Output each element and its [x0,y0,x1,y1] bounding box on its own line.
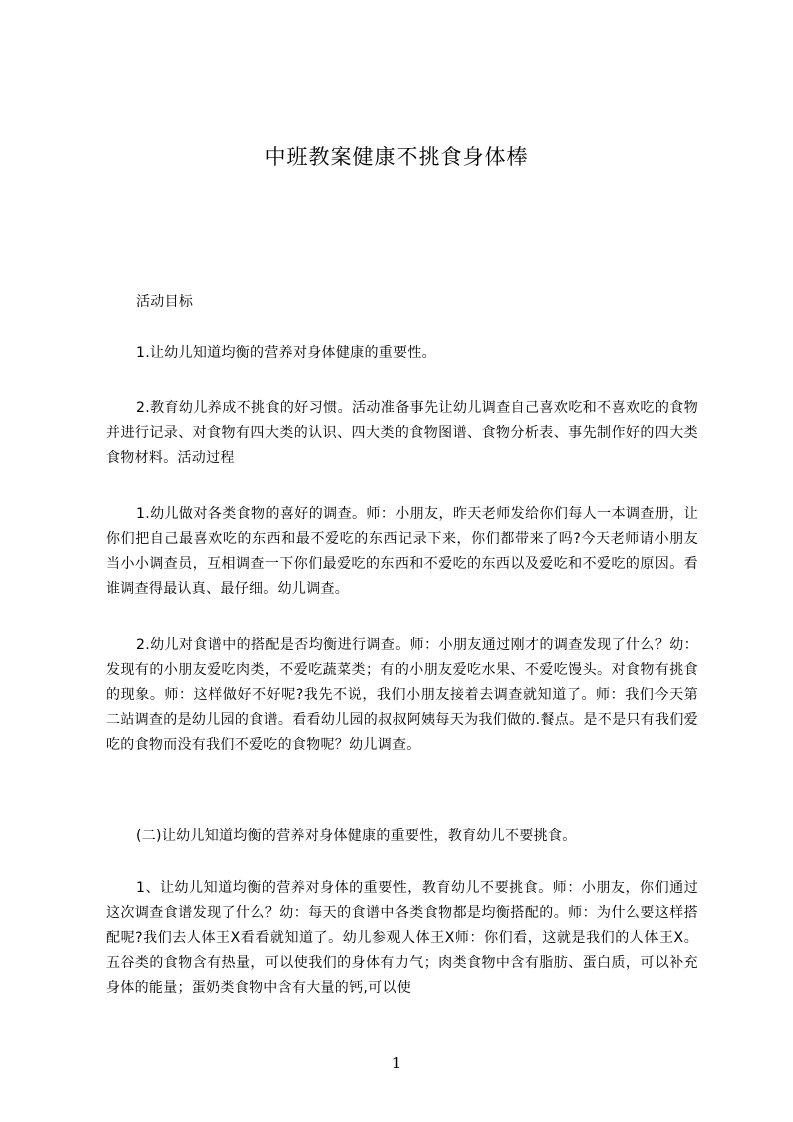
paragraph: 1.幼儿做对各类食物的喜好的调查。师：小朋友，昨天老师发给你们每人一本调查册，让你们把自己最喜欢吃的东西和最不爱吃的东西记录下来，你们都带来了吗?今天老师请小朋友当小小调查员，互相调查一下你们最爱吃的东西和不爱吃的东西以及爱吃和不爱吃的原因。看谁调查得最认真、最仔细。幼儿调查。 [106,506,698,597]
paragraph: 2.幼儿对食谱中的搭配是否均衡进行调查。师：小朋友通过刚才的调查发现了什么？幼：发现有的小朋友爱吃肉类，不爱吃蔬菜类；有的小朋友爱吃水果、不爱吃馒头。对食物有挑食的现象。师：这样做好不好呢?我先不说，我们小朋友接着去调查就知道了。师：我们今天第二站调查的是幼儿园的食谱。看看幼儿园的叔叔阿姨每天为我们做的.餐点。是不是只有我们爱吃的食物而没有我们不爱吃的食物呢？幼儿调查。 [106,637,698,753]
document-title: 中班教案健康不挑食身体棒 [264,145,529,169]
paragraph: 1、让幼儿知道均衡的营养对身体的重要性，教育幼儿不要挑食。师：小朋友，你们通过这次调查食谱发现了什么？幼：每天的食谱中各类食物都是均衡搭配的。师：为什么要这样搭配呢?我们去人体王X看看就知道了。幼儿参观人体王X师：你们看，这就是我们的人体王X。五谷类的食物含有热量，可以使我们的身体有力气；肉类食物中含有脂肪、蛋白质，可以补充身体的能量；蛋奶类食物中含有大量的钙,可以使 [106,880,698,996]
section-heading-goals: 活动目标 [136,294,194,310]
page-number: 1 [391,1054,402,1072]
paragraph: (二)让幼儿知道均衡的营养对身体健康的重要性，教育幼儿不要挑食。 [136,828,577,844]
paragraph: 1.让幼儿知道均衡的营养对身体健康的重要性。 [136,345,436,361]
paragraph: 2.教育幼儿养成不挑食的好习惯。活动准备事先让幼儿调查自己喜欢吃和不喜欢吃的食物并进行记录、对食物有四大类的认识、四大类的食物图谱、食物分析表、事先制作好的四大类食物材料。活动过程 [106,400,698,466]
